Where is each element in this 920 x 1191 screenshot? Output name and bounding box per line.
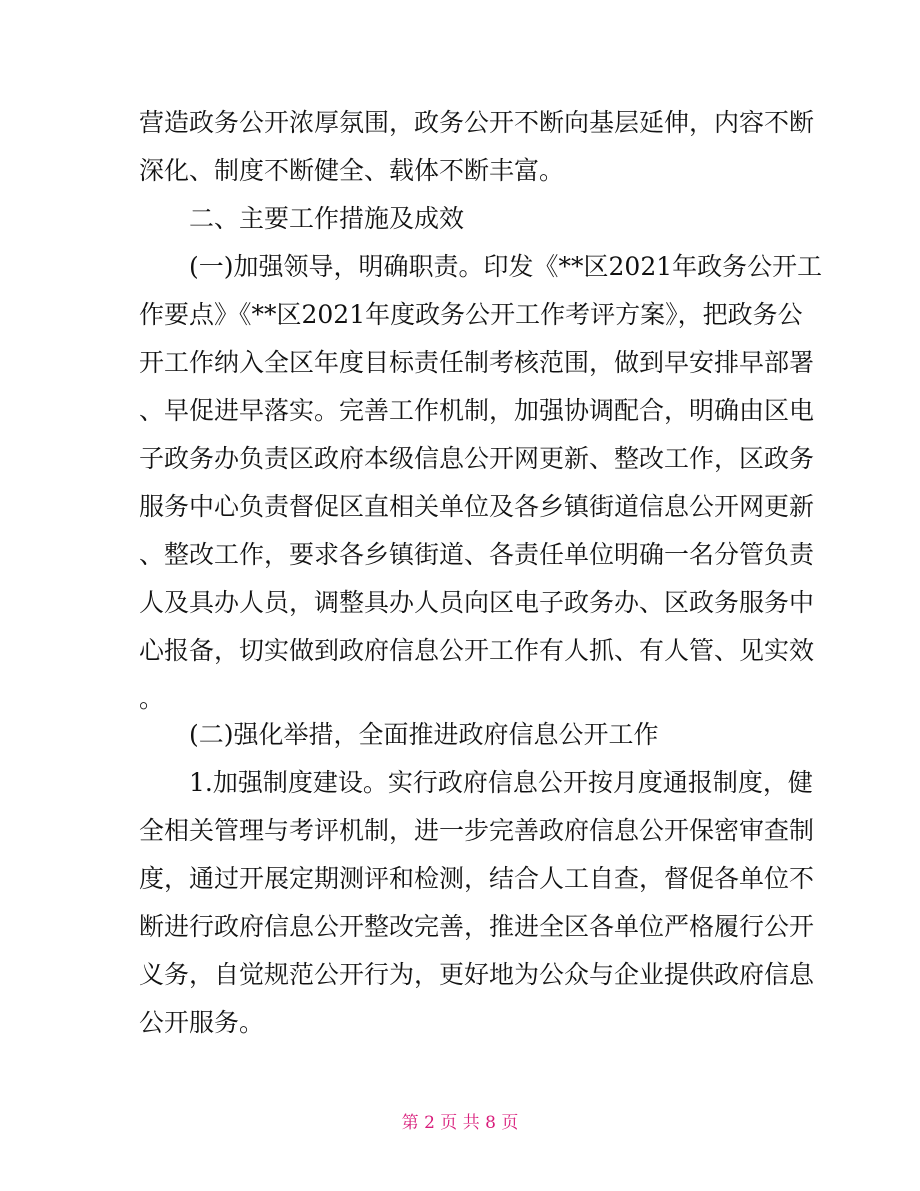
page-number-footer: 第 2 页 共 8 页 — [401, 1113, 519, 1133]
subsection-heading-line: (一)加强领导，明确职责。印发《**区2021年政务公开工 — [189, 252, 823, 281]
body-text-line: 、早促进早落实。完善工作机制，加强协调配合，明确由区电 — [139, 396, 815, 425]
body-text-line: 义务，自觉规范公开行为，更好地为公众与企业提供政府信息 — [139, 960, 815, 989]
body-text-line: 人及具办人员，调整具办人员向区电子政务办、区政务服务中 — [139, 588, 815, 617]
body-text-line: 服务中心负责督促区直相关单位及各乡镇街道信息公开网更新 — [139, 492, 815, 521]
body-text-line: 作要点》《**区2021年度政务公开工作考评方案》，把政务公 — [139, 300, 803, 329]
body-text-line: 断进行政府信息公开整改完善，推进全区各单位严格履行公开 — [139, 912, 815, 941]
body-text-line: 开工作纳入全区年度目标责任制考核范围，做到早安排早部署 — [139, 348, 815, 377]
body-text-line: 公开服务。 — [139, 1008, 265, 1037]
body-text-line: 、整改工作，要求各乡镇街道、各责任单位明确一名分管负责 — [139, 540, 815, 569]
subsection-heading: (二)强化举措，全面推进政府信息公开工作 — [189, 720, 659, 749]
body-text-line: 心报备，切实做到政府信息公开工作有人抓、有人管、见实效 — [139, 636, 815, 665]
body-text-line: 深化、制度不断健全、载体不断丰富。 — [139, 156, 565, 185]
body-text-line: 1.加强制度建设。实行政府信息公开按月度通报制度，健 — [189, 768, 813, 797]
body-text-line: 度，通过开展定期测评和检测，结合人工自查，督促各单位不 — [139, 864, 815, 893]
section-heading: 二、主要工作措施及成效 — [189, 204, 465, 233]
body-text-line: 子政务办负责区政府本级信息公开网更新、整改工作，区政务 — [139, 444, 815, 473]
body-text-line: 营造政务公开浓厚氛围，政务公开不断向基层延伸，内容不断 — [139, 108, 815, 137]
body-text-line: 全相关管理与考评机制，进一步完善政府信息公开保密审查制 — [139, 816, 815, 845]
body-text-line: 。 — [139, 684, 165, 713]
